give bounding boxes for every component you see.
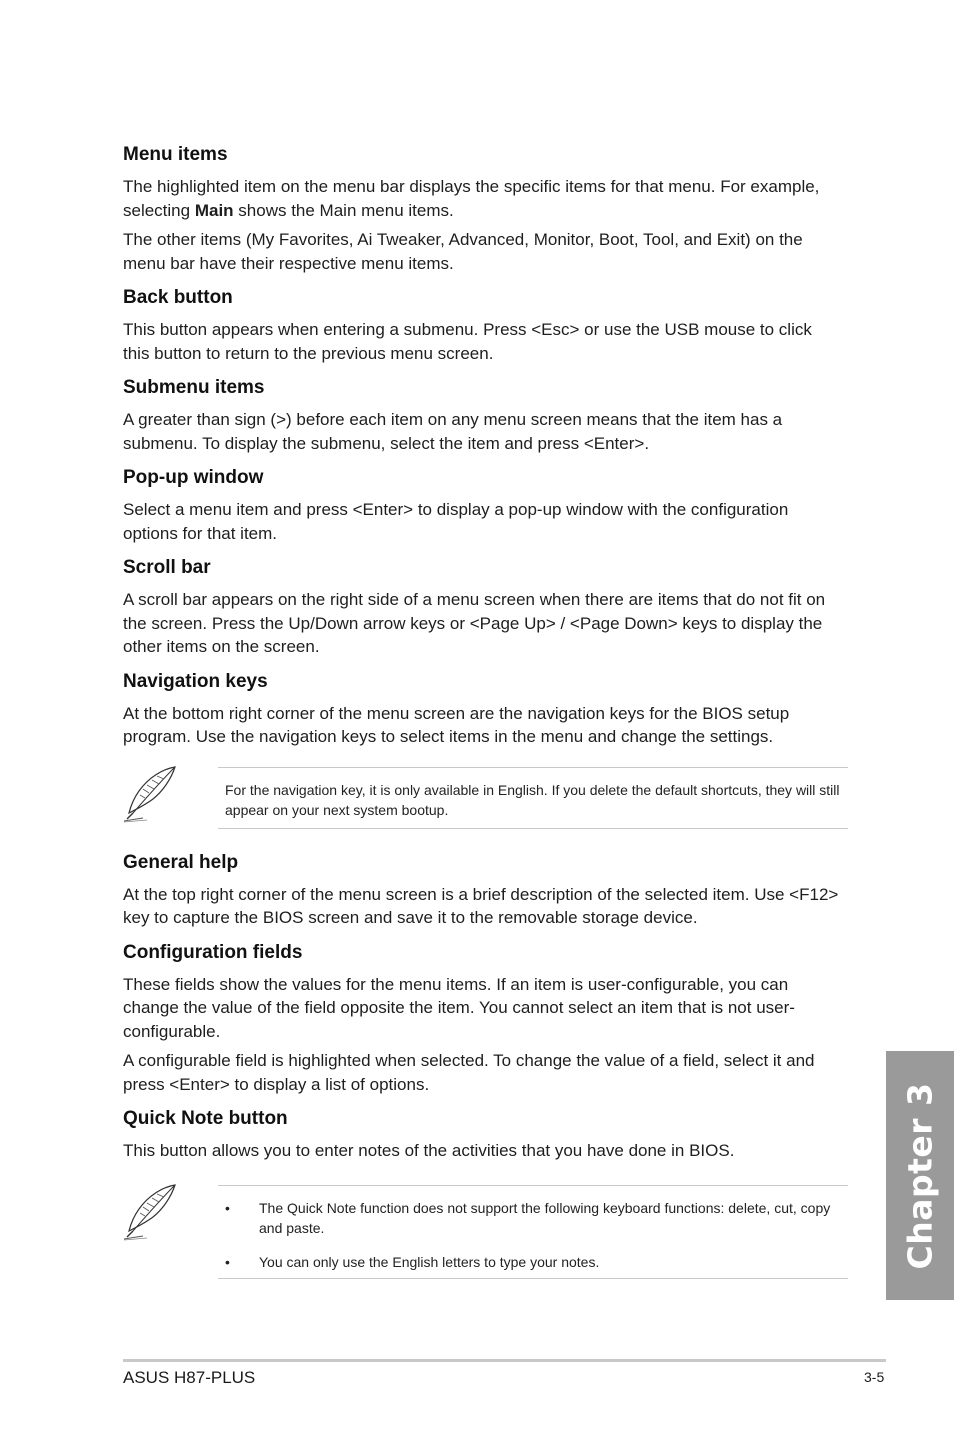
footer-page-number: 3-5 [864,1369,885,1385]
bullet-text: You can only use the English letters to type your notes. [259,1253,600,1270]
section [123,670,843,749]
note-bullets [218,1185,848,1279]
section-heading: Navigation keys [123,670,268,692]
section-paragraph [123,498,843,545]
section-paragraph [123,228,843,275]
bold-term: Main [194,200,234,220]
paragraph-text: At the bottom right corner of the menu screen are the navigation keys for the BIOS setup program. Use the navigation keys to select items in the menu and change the settings. [123,703,790,746]
section [123,143,843,275]
section-heading: Submenu items [123,377,265,398]
section [123,941,843,1097]
feather-pen-icon [123,765,179,823]
paragraph-text: The highlighted item on the menu bar displays the specific items for that menu. For example, selecting [123,177,820,220]
chapter-side-tab [886,1051,954,1300]
section-heading: Scroll bar [123,557,211,578]
page-content [123,143,843,1301]
paragraph-text: This button appears when entering a submenu. Press <Esc> or use the USB mouse to click this button to return to the previous menu screen. [123,320,812,363]
chapter-label: Chapter 3 [900,1082,940,1269]
section-paragraph [123,973,843,1044]
paragraph-text: A configurable field is highlighted when selected. To change the value of a field, select it and press <Enter> to display a list of options. [123,1051,815,1094]
section-heading: General help [123,851,239,873]
sections-group-a [123,143,843,749]
section-heading: Menu items [123,144,228,165]
paragraph-text: A scroll bar appears on the right side of a menu screen when there are items that do not fit on the screen. Press the Up/Down arrow keys or <Page Up> / <Page Down> keys to display the other items on the screen. [123,590,826,656]
paragraph-text: shows the Main menu items. [233,200,454,220]
section-heading: Back button [123,287,233,308]
paragraph-text: A greater than sign (>) before each item on any menu screen means that the item has a submenu. To display the submenu, select the item and press <Enter>. [123,410,783,453]
section [123,376,843,455]
section-paragraph [123,1049,843,1096]
section [123,1107,843,1163]
footer-divider [123,1359,886,1362]
paragraph-text: At the top right corner of the menu screen is a brief description of the selected item. Use <F12> key to capture the BIOS screen and save it to the removable storage device. [123,884,839,927]
paragraph-text: The other items (My Favorites, Ai Tweaker, Advanced, Monitor, Boot, Tool, and Exit) on the menu bar have their respective menu items. [123,230,803,273]
section-paragraph [123,1139,843,1163]
feather-pen-icon [123,1183,179,1241]
sections-group-b [123,851,843,1163]
section [123,851,843,930]
section-heading: Configuration fields [123,941,303,963]
note-bullet-item [225,1252,848,1272]
note-text: For the navigation key, it is only available in English. If you delete the default shortcuts, they will still appear on your next system bootup. [218,767,848,829]
section-heading: Quick Note button [123,1108,288,1129]
paragraph-text: This button allows you to enter notes of the activities that you have done in BIOS. [123,1141,735,1160]
paragraph-text: Select a menu item and press <Enter> to display a pop-up window with the configuration options for that item. [123,500,789,543]
bullet-symbol: • [225,1253,230,1270]
section-paragraph [123,702,843,749]
paragraph-text: These fields show the values for the menu items. If an item is user-configurable, you can change the value of the field opposite the item. You cannot select an item that is not user-configurable. [123,974,795,1041]
section-paragraph [123,588,843,659]
section [123,556,843,659]
section-paragraph [123,408,843,455]
section [123,466,843,545]
bullet-text: The Quick Note function does not support the following keyboard functions: delete, cut, copy and paste. [259,1199,831,1236]
note-navigation-key [123,767,843,829]
section-paragraph [123,883,843,930]
note-bullet-item [225,1198,848,1238]
footer-product-name: ASUS H87-PLUS [123,1368,256,1387]
note-quick-note [123,1185,843,1279]
section-paragraph [123,318,843,365]
section-heading: Pop-up window [123,467,264,488]
section [123,286,843,365]
section-paragraph [123,175,843,222]
bullet-symbol: • [225,1199,230,1216]
